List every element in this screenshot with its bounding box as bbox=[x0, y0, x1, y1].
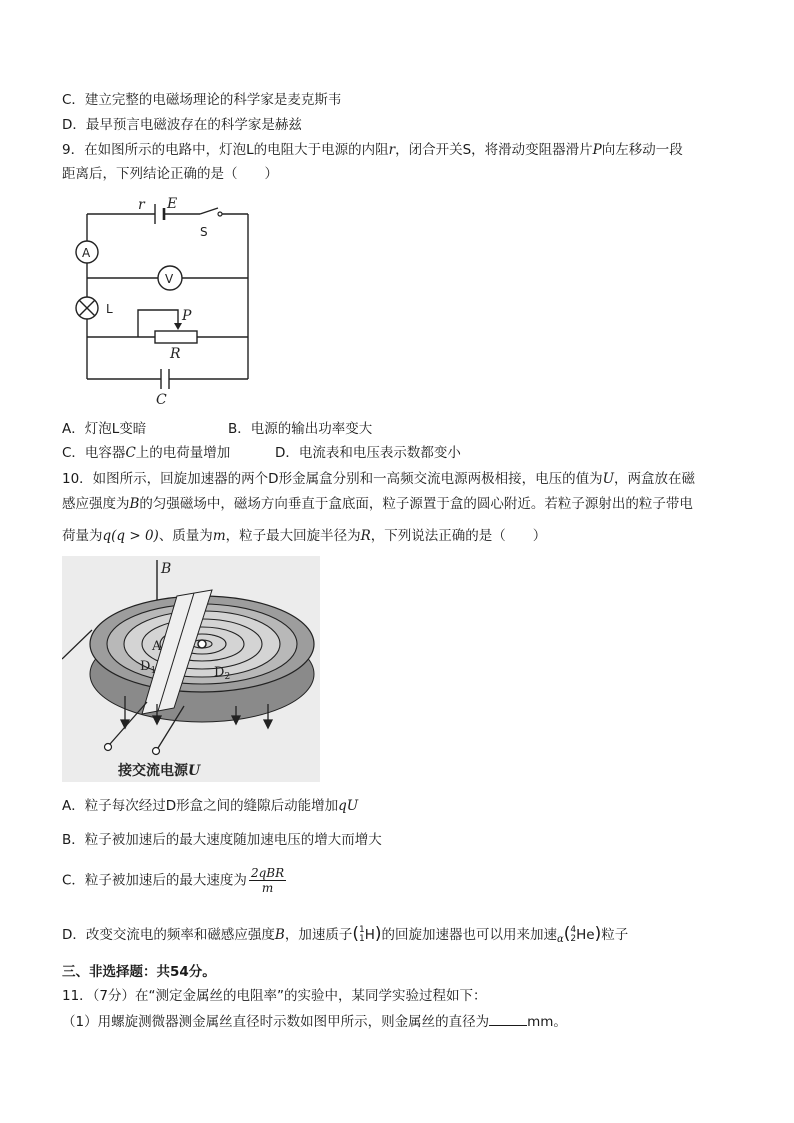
section-3-heading: 三、非选择题：共54分。 bbox=[62, 964, 216, 980]
q8-option-d: D．最早预言电磁波存在的科学家是赫兹 bbox=[62, 117, 302, 133]
ac-source-caption: 接交流电源U bbox=[118, 763, 201, 779]
battery-emf-label: E bbox=[167, 196, 178, 212]
q10-option-b: B．粒子被加速后的最大速度随加速电压的增大而增大 bbox=[62, 832, 382, 848]
switch-s-label: S bbox=[200, 225, 208, 239]
q9-circuit-diagram bbox=[60, 192, 260, 407]
q9-option-b: B．电源的输出功率变大 bbox=[228, 421, 373, 437]
d2-label: $D_2$ bbox=[214, 665, 231, 682]
rheostat-r-label: R bbox=[170, 346, 181, 362]
q10-stem-line2: 感应强度为B的匀强磁场中，磁场方向垂直于盒底面，粒子源置于盒的圆心附近。若粒子源射出的粒子带电 bbox=[62, 496, 693, 512]
q11-stem: 11．（7分）在“测定金属丝的电阻率”的实验中，某同学实验过程如下： bbox=[62, 988, 487, 1004]
q10-cyclotron-figure bbox=[62, 556, 320, 782]
ammeter-label: A bbox=[82, 246, 91, 260]
answer-blank[interactable] bbox=[489, 1011, 527, 1026]
capacitor-c-label: C bbox=[156, 392, 167, 407]
q10-stem-line3: 荷量为q(q > 0)、质量为m，粒子最大回旋半径为R，下列说法正确的是（ ） bbox=[62, 528, 547, 544]
q9-option-a: A．灯泡L变暗 bbox=[62, 421, 147, 437]
q9-stem-line2: 距离后，下列结论正确的是（ ） bbox=[62, 166, 278, 182]
source-a-label: A bbox=[152, 639, 162, 654]
q9-option-d: D．电流表和电压表示数都变小 bbox=[275, 445, 461, 461]
q9-stem-line1: 9．在如图所示的电路中，灯泡L的电阻大于电源的内阻r，闭合开关S，将滑动变阻器滑片P向左移动一段 bbox=[62, 142, 683, 158]
q8-option-c: C．建立完整的电磁场理论的科学家是麦克斯韦 bbox=[62, 92, 342, 108]
q10-option-c: C．粒子被加速后的最大速度为 $\frac{\text{2qBR}}{m}$ bbox=[62, 866, 285, 895]
q10-option-d: D．改变交流电的频率和磁感应强度B，加速质子( 1 1 H)的回旋加速器也可以用来加速$_\alpha$( 4 2 He)粒子 bbox=[62, 924, 629, 945]
slider-p-label: P bbox=[182, 308, 192, 324]
lamp-l-label: L bbox=[106, 302, 113, 316]
magnetic-field-b-label: B bbox=[161, 561, 172, 577]
q9-option-c: C．电容器C上的电荷量增加 bbox=[62, 445, 231, 461]
d1-label: $D_1$ bbox=[140, 659, 157, 676]
voltmeter-label: V bbox=[165, 272, 174, 286]
battery-internal-resistance-label: r bbox=[138, 197, 145, 213]
max-speed-fraction: $\frac{\text{2qBR}}{m}$ bbox=[250, 866, 285, 895]
q11-part1: （1）用螺旋测微器测金属丝直径时示数如图甲所示，则金属丝的直径为 mm。 bbox=[62, 1011, 567, 1032]
slider-arrow-icon bbox=[174, 323, 182, 330]
q10-stem-line1: 10．如图所示，回旋加速器的两个D形金属盒分别和一高频交流电源两极相接，电压的值为U，两盒放在磁 bbox=[62, 471, 695, 487]
q10-option-a: A．粒子每次经过D形盒之间的缝隙后动能增加qU bbox=[62, 798, 359, 814]
